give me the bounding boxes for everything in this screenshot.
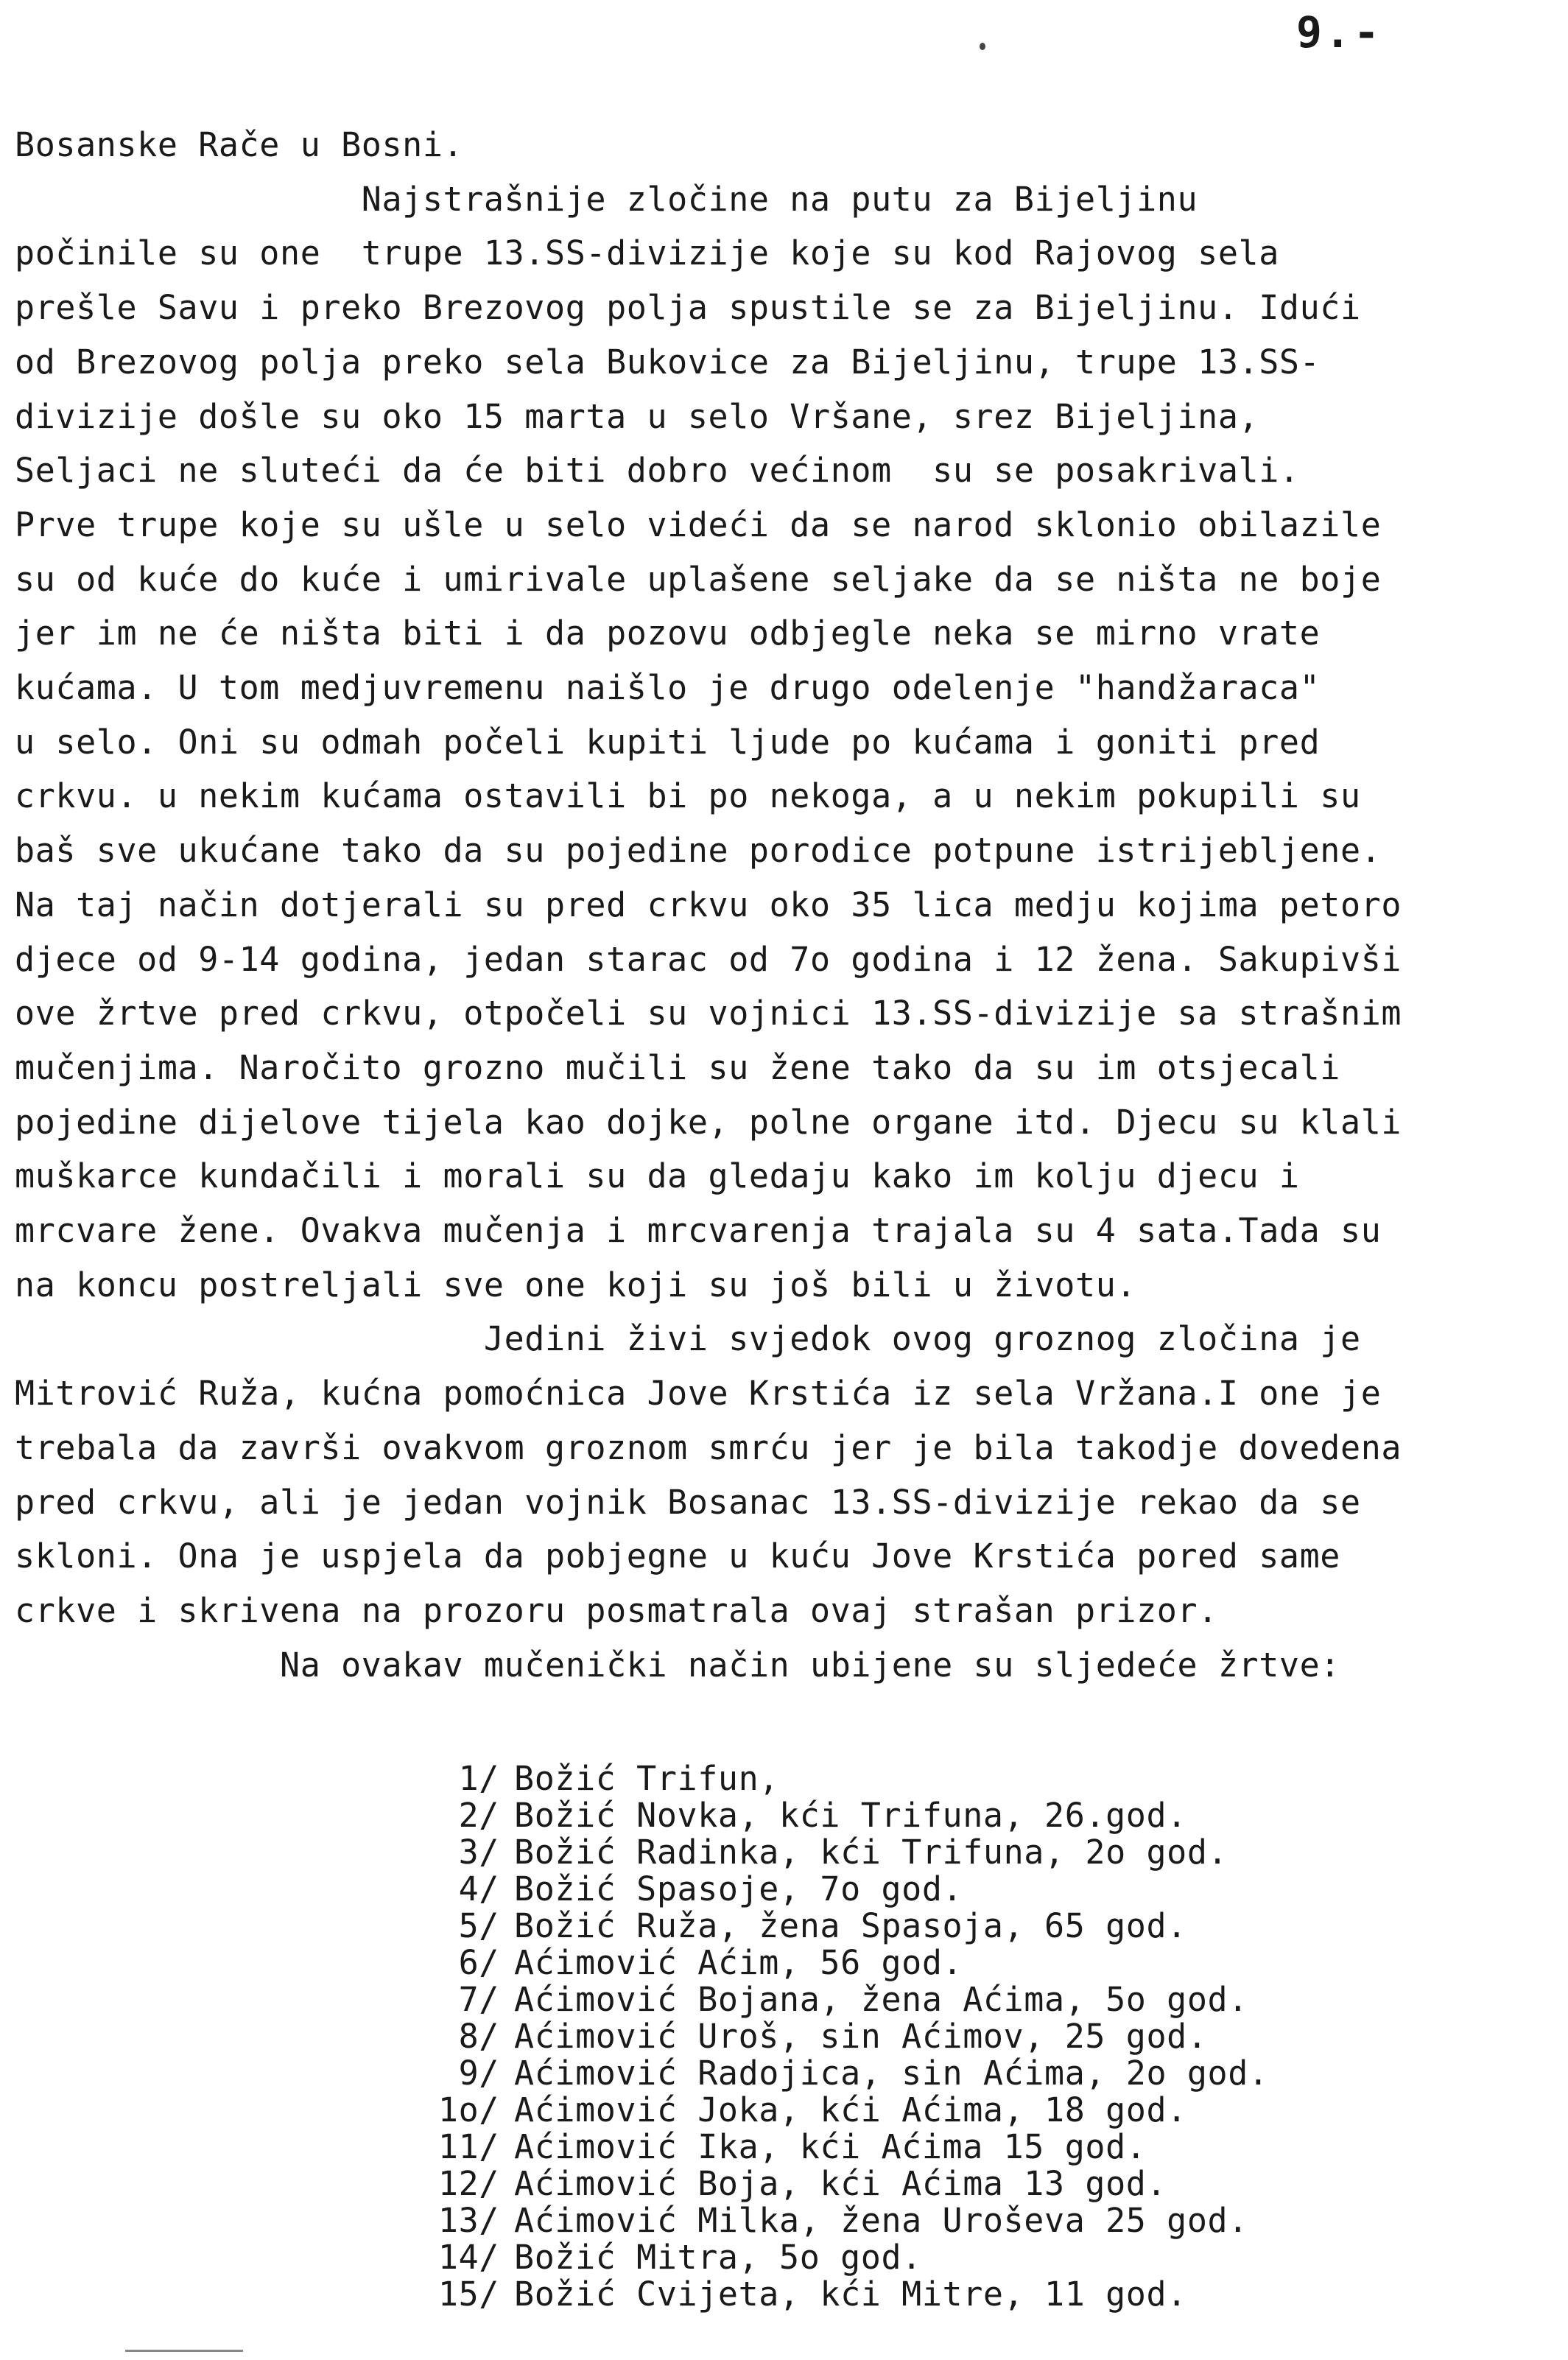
text-line: kućama. U tom medjuvremenu naišlo je drugo odelenje "handžaraca"	[15, 668, 1321, 708]
text-line: počinile su one trupe 13.SS-divizije koje su kod Rajovog sela	[15, 233, 1279, 273]
victim-text: Aćimović Milka, žena Uroševa 25 god.	[514, 2201, 1248, 2240]
victim-text: Aćimović Joka, kći Aćima, 18 god.	[514, 2090, 1187, 2129]
victim-text: Božić Mitra, 5o god.	[514, 2238, 922, 2277]
victim-item	[435, 2092, 1269, 2129]
text-line: djece od 9-14 godina, jedan starac od 7o godina i 12 žena. Sakupivši	[15, 939, 1402, 979]
victim-number: 2/	[458, 1796, 499, 1835]
victim-item	[435, 2055, 1269, 2092]
victim-text: Aćimović Radojica, sin Aćima, 2o god.	[514, 2054, 1269, 2093]
text-line: baš sve ukućane tako da su pojedine porodice potpune istrijebljene.	[15, 831, 1382, 871]
victim-number: 8/	[458, 2017, 499, 2056]
text-line: pojedine dijelove tijela kao dojke, polne organe itd. Djecu su klali	[15, 1102, 1402, 1142]
text-line: ove žrtve pred crkvu, otpočeli su vojnici 13.SS-divizije sa strašnim	[15, 994, 1402, 1033]
text-line: mučenjima. Naročito grozno mučili su žene tako da su im otsjecali	[15, 1047, 1340, 1087]
text-line: muškarce kundačili i morali su da gledaju kako im kolju djecu i	[15, 1156, 1300, 1196]
victim-number: 1o/	[437, 2090, 499, 2129]
victim-number: 6/	[458, 1943, 499, 1982]
victim-text: Aćimović Boja, kći Aćima 13 god.	[514, 2164, 1167, 2203]
victim-item	[435, 2239, 1269, 2276]
text-line: Najstrašnije zločine na putu za Bijeljinu	[15, 179, 1198, 219]
victim-number: 14/	[437, 2238, 499, 2277]
victim-item	[435, 2202, 1269, 2239]
footer-rule	[125, 2350, 243, 2352]
victim-number: 4/	[458, 1869, 499, 1908]
victim-item	[435, 2166, 1269, 2202]
victim-item	[435, 1908, 1269, 1945]
text-line: su od kuće do kuće i umirivale uplašene seljake da se ništa ne boje	[15, 559, 1382, 599]
text-line: crkvu. u nekim kućama ostavili bi po nekoga, a u nekim pokupili su	[15, 776, 1361, 816]
victim-number: 5/	[458, 1906, 499, 1945]
victim-text: Božić Novka, kći Trifuna, 26.god.	[514, 1796, 1187, 1835]
text-line: Prve trupe koje su ušle u selo videći da se narod sklonio obilazile	[15, 505, 1382, 544]
text-line: Seljaci ne sluteći da će biti dobro većinom su se posakrivali.	[15, 451, 1300, 491]
text-line: Na taj način dotjerali su pred crkvu oko 35 lica medju kojima petoro	[15, 885, 1402, 924]
text-line: od Brezovog polja preko sela Bukovice za Bijeljinu, trupe 13.SS-	[15, 342, 1321, 382]
text-line: jer im ne će ništa biti i da pozovu odbjegle neka se mirno vrate	[15, 614, 1321, 653]
victim-number: 9/	[458, 2054, 499, 2093]
victim-number: 7/	[458, 1980, 499, 2019]
victim-text: Božić Spasoje, 7o god.	[514, 1869, 963, 1908]
victim-item	[435, 1760, 1269, 1797]
text-line: skloni. Ona je uspjela da pobjegne u kuću Jove Krstića pored same	[15, 1537, 1340, 1576]
victim-number: 12/	[437, 2164, 499, 2203]
victim-text: Aćimović Ika, kći Aćima 15 god.	[514, 2127, 1147, 2166]
text-line: trebala da završi ovakvom groznom smrću jer je bila takodje dovedena	[15, 1427, 1402, 1467]
victim-item	[435, 2018, 1269, 2055]
text-line: na koncu postreljali sve one koji su još bili u životu.	[15, 1265, 1137, 1304]
victim-number: 1/	[458, 1759, 499, 1798]
body-text	[15, 118, 1554, 1692]
text-line: mrcvare žene. Ovakva mučenja i mrcvarenja trajala su 4 sata.Tada su	[15, 1211, 1382, 1251]
victim-item	[435, 1981, 1269, 2018]
victim-text: Aćimović Uroš, sin Aćimov, 25 god.	[514, 2017, 1208, 2056]
victim-item	[435, 1797, 1269, 1834]
text-line: u selo. Oni su odmah počeli kupiti ljude po kućama i goniti pred	[15, 722, 1321, 762]
victim-text: Božić Radinka, kći Trifuna, 2o god.	[514, 1833, 1228, 1872]
text-line: Bosanske Rače u Bosni.	[15, 125, 464, 164]
text-line: pred crkvu, ali je jedan vojnik Bosanac 13.SS-divizije rekao da se	[15, 1482, 1361, 1522]
victim-text: Božić Cvijeta, kći Mitre, 11 god.	[514, 2275, 1187, 2314]
victim-number: 13/	[437, 2201, 499, 2240]
text-line: Na ovakav mučenički način ubijene su sljedeće žrtve:	[15, 1645, 1340, 1685]
victim-text: Božić Ruža, žena Spasoja, 65 god.	[514, 1906, 1187, 1945]
victim-item	[435, 1871, 1269, 1908]
ink-speck	[980, 43, 985, 50]
victim-item	[435, 2129, 1269, 2166]
victim-number: 11/	[437, 2127, 499, 2166]
victim-item	[435, 1945, 1269, 1981]
victim-item	[435, 1834, 1269, 1871]
text-line: prešle Savu i preko Brezovog polja spustile se za Bijeljinu. Idući	[15, 288, 1361, 328]
victim-number: 15/	[437, 2275, 499, 2314]
victim-text: Božić Trifun,	[514, 1759, 779, 1798]
text-line: Jedini živi svjedok ovog groznog zločina je	[15, 1319, 1361, 1359]
page-number: 9.-	[1296, 7, 1382, 57]
text-line: Mitrović Ruža, kućna pomoćnica Jove Krstića iz sela Vržana.I one je	[15, 1374, 1382, 1413]
victim-text: Aćimović Aćim, 56 god.	[514, 1943, 963, 1982]
text-line: crkve i skrivena na prozoru posmatrala ovaj strašan prizor.	[15, 1590, 1218, 1630]
victim-item	[435, 2276, 1269, 2313]
victim-text: Aćimović Bojana, žena Aćima, 5o god.	[514, 1980, 1248, 2019]
victim-list	[435, 1760, 1269, 2313]
victim-number: 3/	[458, 1833, 499, 1872]
text-line: divizije došle su oko 15 marta u selo Vršane, srez Bijeljina,	[15, 396, 1259, 436]
